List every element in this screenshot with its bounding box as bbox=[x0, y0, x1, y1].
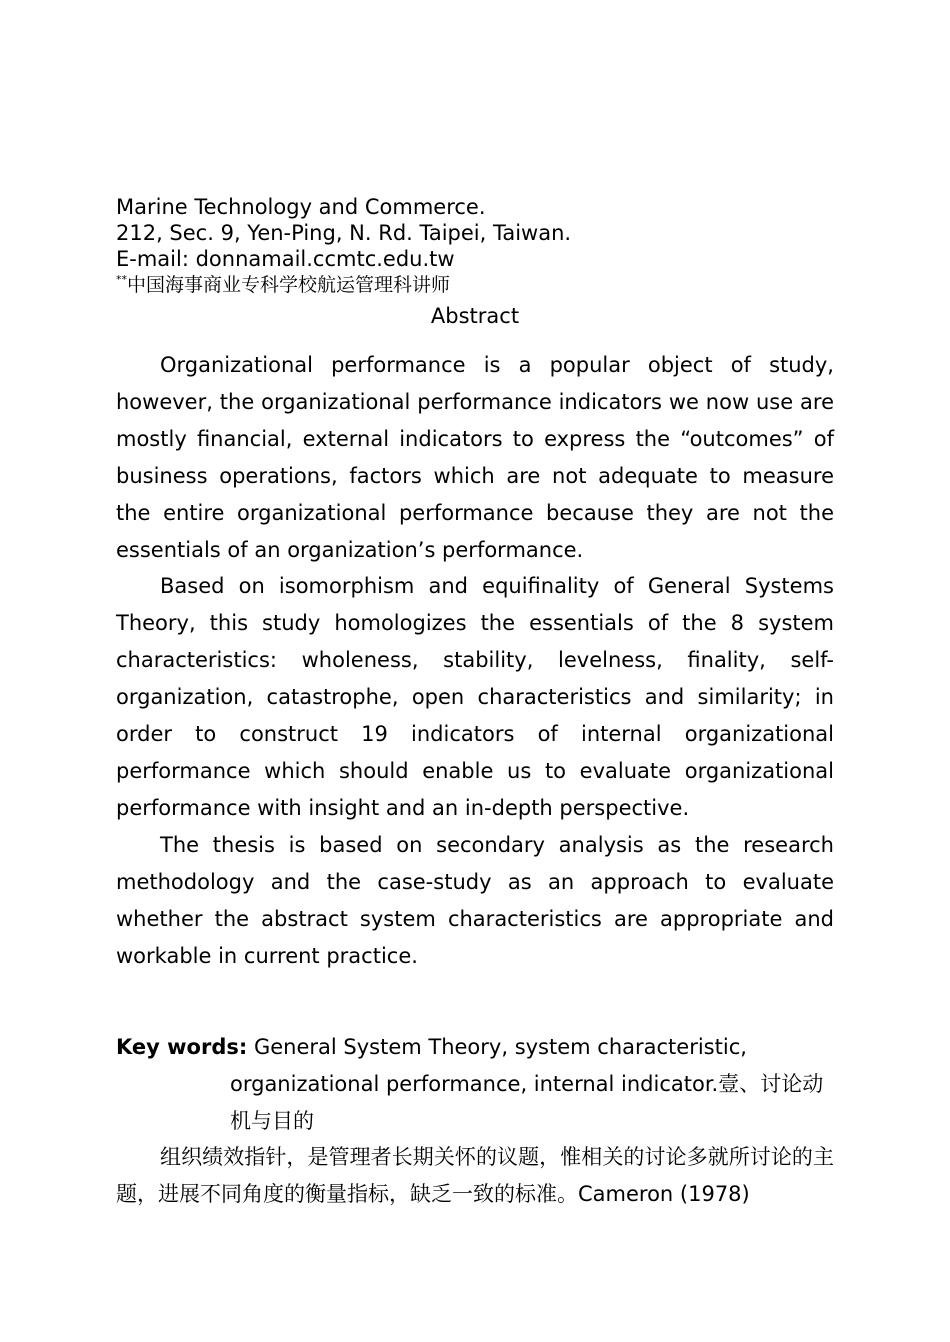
footnote-mark: ** bbox=[116, 273, 127, 286]
introduction-paragraph: 组织绩效指针，是管理者长期关怀的议题，惟相关的讨论多就所讨论的主题，进展不同角度的衡量指标，缺乏一致的标准。Cameron (1978) bbox=[116, 1145, 834, 1206]
affiliation-line-email: E-mail: donnamail.ccmtc.edu.tw bbox=[116, 247, 455, 271]
author-affiliation bbox=[116, 194, 836, 298]
affiliation-line-chinese bbox=[116, 272, 836, 298]
keywords-label: Key words: bbox=[116, 1035, 248, 1059]
affiliation-chinese-text: 中国海事商业专科学校航运管理科讲师 bbox=[127, 274, 451, 296]
abstract-paragraph-3: The thesis is based on secondary analysis as the research methodology and the case-study as an approach to evaluate whether the abstract system characteristics are appropriate and workable in current practice. bbox=[116, 832, 834, 968]
keywords-text: General System Theory, system characteristic, organizational performance, internal indicator.壹、讨论动机与目的 bbox=[230, 1035, 824, 1133]
introduction-section bbox=[116, 1139, 834, 1213]
keywords-section bbox=[116, 1029, 834, 1140]
abstract-paragraph-2: Based on isomorphism and equifinality of General Systems Theory, this study homologizes the essentials of the 8 system characteristics: wholeness, stability, levelness, finality, self-organization, catastrophe, open characteristics and similarity; in order to construct 19 indicators of internal organizational performance which should enable us to evaluate organizational performance with insight and an in-depth perspective. bbox=[116, 574, 834, 820]
abstract-body bbox=[116, 347, 834, 974]
keywords-block bbox=[116, 1029, 834, 1140]
abstract-heading: Abstract bbox=[430, 304, 520, 328]
affiliation-line-address: 212, Sec. 9, Yen-Ping, N. Rd. Taipei, Taiwan. bbox=[116, 221, 572, 245]
abstract-paragraph-1: Organizational performance is a popular object of study, however, the organizational performance indicators we now use are mostly financial, external indicators to express the “outcomes” of business operations, factors which are not adequate to measure the entire organizational performance because they are not the essentials of an organization’s performance. bbox=[116, 353, 834, 562]
affiliation-line-institution: Marine Technology and Commerce. bbox=[116, 195, 486, 219]
